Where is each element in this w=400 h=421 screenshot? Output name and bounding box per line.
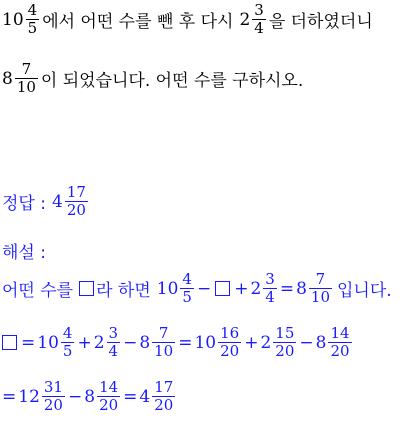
solution-text: 입니다. — [337, 281, 392, 301]
question-line-1 — [2, 3, 373, 36]
operator: − — [123, 332, 138, 353]
numerator: 16 — [220, 324, 240, 342]
fraction — [107, 326, 121, 359]
whole-part: 12 — [18, 386, 40, 407]
operator: = — [123, 386, 138, 407]
whole-part: 8 — [315, 332, 327, 353]
fraction — [152, 326, 175, 359]
fraction — [61, 326, 75, 359]
operator: = — [21, 332, 36, 353]
fraction — [263, 272, 277, 305]
denominator: 10 — [16, 78, 36, 96]
unknown-box — [215, 281, 230, 296]
fraction — [42, 380, 65, 413]
whole-part: 10 — [156, 278, 179, 299]
operator: − — [299, 332, 314, 353]
denominator: 20 — [66, 201, 86, 219]
denominator: 5 — [182, 288, 192, 306]
whole-part: 8 — [296, 278, 307, 299]
fraction — [328, 326, 351, 359]
whole-part: 8 — [139, 332, 151, 353]
numerator: 7 — [158, 324, 169, 342]
solution-line-3 — [2, 380, 176, 413]
whole-part: 2 — [260, 332, 272, 353]
fraction — [65, 185, 88, 218]
answer-label: 정답 : — [2, 194, 46, 214]
numerator: 4 — [182, 270, 192, 288]
operator: + — [77, 332, 92, 353]
denominator: 10 — [310, 288, 330, 306]
numerator: 17 — [154, 378, 174, 396]
numerator: 7 — [21, 60, 32, 78]
mixed-number — [94, 326, 121, 359]
mixed-number — [37, 326, 75, 359]
unknown-box — [79, 281, 94, 296]
denominator: 4 — [265, 288, 275, 306]
whole-part: 4 — [139, 386, 151, 407]
fraction — [26, 3, 40, 36]
question-text: 을 더하였더니 — [268, 12, 373, 32]
solution-label: 해설 : — [2, 243, 46, 263]
denominator: 20 — [99, 396, 119, 414]
numerator: 4 — [62, 324, 73, 342]
solution-line-2 — [2, 326, 353, 359]
mixed-number — [139, 326, 176, 359]
mixed-number — [84, 380, 121, 413]
answer-value — [52, 185, 89, 218]
whole-part: 4 — [51, 191, 63, 212]
mixed-number — [296, 272, 333, 305]
denominator: 4 — [254, 19, 264, 37]
answer-line — [2, 185, 89, 218]
denominator: 10 — [154, 342, 174, 360]
solution-text: 라 하면 — [96, 281, 151, 301]
operator: = — [279, 278, 295, 299]
mixed-number — [250, 272, 277, 305]
whole-part: 10 — [2, 9, 24, 30]
numerator: 17 — [66, 183, 86, 201]
denominator: 20 — [220, 342, 240, 360]
operator: − — [67, 386, 83, 407]
unknown-box — [2, 335, 17, 350]
operator: + — [244, 332, 259, 353]
whole-part: 2 — [250, 278, 262, 299]
mixed-number — [194, 326, 242, 359]
mixed-number — [18, 380, 66, 413]
numerator: 15 — [275, 324, 295, 342]
mixed-number — [139, 380, 176, 413]
question-line-2 — [2, 62, 303, 95]
whole-part: 2 — [93, 332, 105, 353]
solution-line-1 — [2, 272, 392, 305]
fraction — [309, 272, 332, 305]
whole-part: 10 — [194, 332, 217, 353]
solution-label-line — [2, 238, 46, 263]
numerator: 3 — [254, 1, 264, 19]
solution-text: 어떤 수를 — [2, 281, 74, 301]
operator: + — [234, 278, 249, 299]
whole-part: 8 — [84, 386, 96, 407]
operator: − — [196, 278, 212, 299]
mixed-number — [239, 3, 266, 36]
mixed-number — [316, 326, 353, 359]
question-text: 이 되었습니다. 어떤 수를 구하시오. — [40, 71, 304, 91]
fraction — [97, 380, 120, 413]
numerator: 14 — [99, 378, 119, 396]
fraction — [273, 326, 296, 359]
whole-part: 8 — [2, 68, 13, 89]
operator: = — [2, 386, 17, 407]
whole-part: 10 — [37, 332, 59, 353]
mixed-number — [2, 62, 39, 95]
fraction — [152, 380, 175, 413]
fraction — [218, 326, 241, 359]
whole-part: 2 — [239, 9, 251, 30]
denominator: 5 — [27, 19, 38, 37]
denominator: 20 — [43, 396, 63, 414]
denominator: 20 — [154, 396, 174, 414]
numerator: 7 — [315, 270, 326, 288]
mixed-number — [157, 272, 195, 305]
question-text: 에서 어떤 수를 뺀 후 다시 — [42, 12, 234, 32]
numerator: 31 — [43, 378, 63, 396]
denominator: 4 — [108, 342, 119, 360]
numerator: 3 — [108, 324, 119, 342]
numerator: 14 — [330, 324, 350, 342]
numerator: 3 — [265, 270, 275, 288]
mixed-number — [260, 326, 297, 359]
denominator: 20 — [330, 342, 350, 360]
numerator: 4 — [27, 1, 38, 19]
operator: = — [178, 332, 193, 353]
mixed-number — [2, 3, 40, 36]
fraction — [252, 3, 266, 36]
denominator: 20 — [275, 342, 295, 360]
denominator: 5 — [62, 342, 73, 360]
fraction — [180, 272, 194, 305]
fraction — [15, 62, 38, 95]
